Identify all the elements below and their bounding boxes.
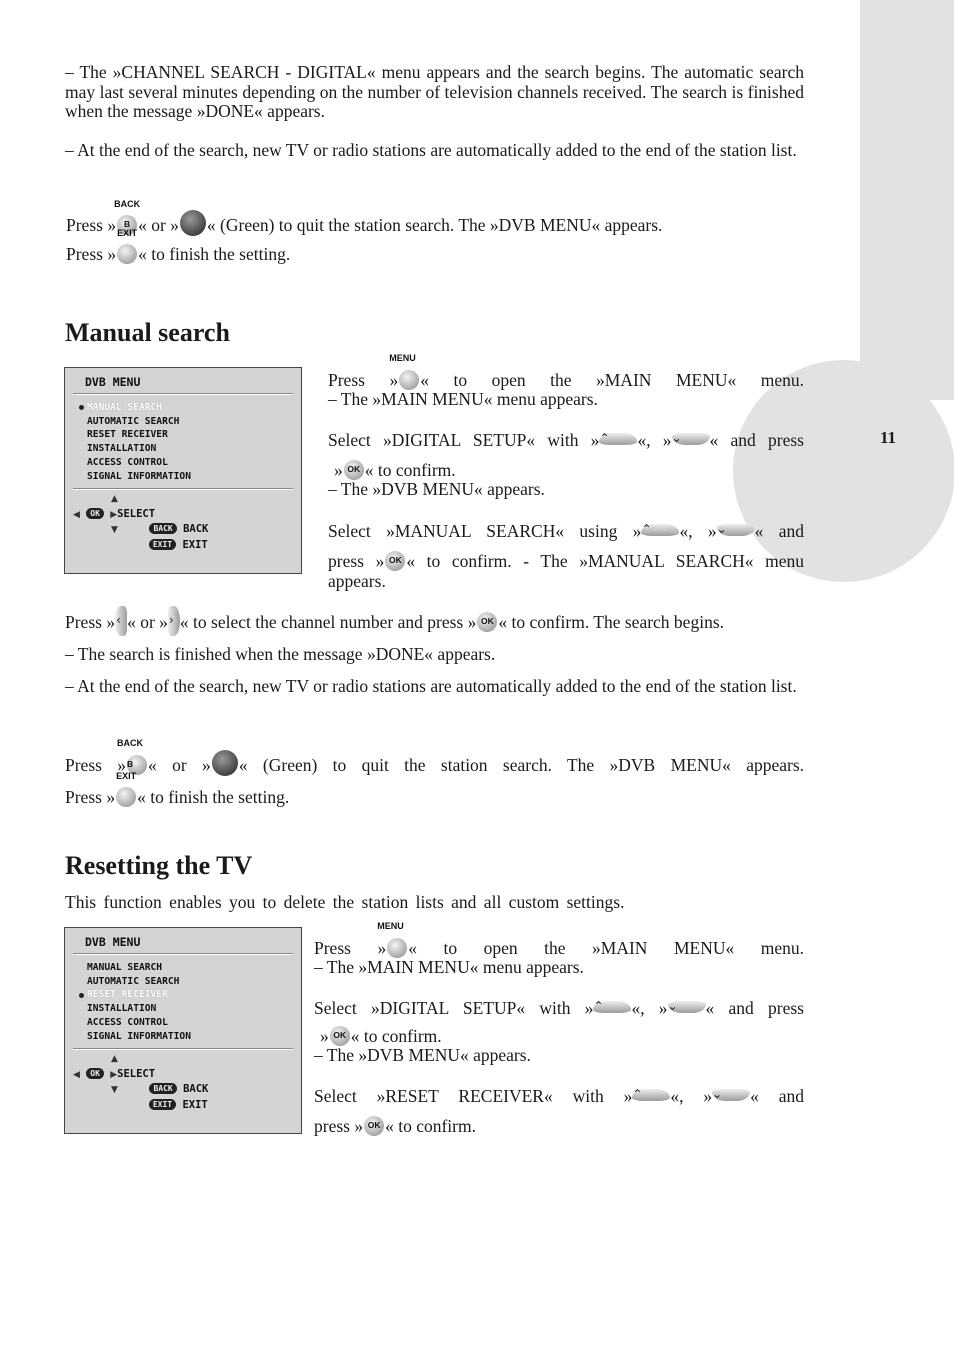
back-pill: BACK [149,523,176,534]
osd-item: RESET RECEIVER [87,989,168,1001]
intro-paragraph-1: – The »CHANNEL SEARCH - DIGITAL« menu appears and the search begins. The automatic search may last several minutes depending on the number of television channels received. The search is finished when the message »DONE« appears. [65,62,804,121]
right-triangle-icon: ▶ [110,509,118,520]
osd-item: AUTOMATIC SEARCH [87,415,180,427]
reset-step-3: Select »RESET RECEIVER« with » ⌃ «, » ⌄ « and [314,1086,804,1106]
left-triangle-icon: ◀ [73,509,80,520]
manual-finish-line: Press » EXIT « to finish the setting. [65,771,290,807]
left-button-icon: ‹ [115,606,127,636]
page-number: 11 [880,428,897,447]
side-tab [860,0,954,400]
intro-finish-line: Press » EXIT « to finish the setting. [66,228,291,264]
manual-step-1: Press » MENU « to open the »MAIN MENU« menu. [328,353,805,390]
down-triangle-icon: ▼ [110,525,118,535]
ok-button-icon: OK [330,1026,350,1046]
ok-button-icon: OK [477,612,497,632]
menu-button-icon: MENU [399,370,419,390]
manual-step-4-result: – The search is finished when the message »DONE« appears. [65,644,496,664]
down-button-icon: ⌄ [672,433,710,445]
green-button-icon [180,210,206,236]
down-triangle-icon: ▼ [110,1085,118,1095]
up-triangle-icon: ▲ [110,494,118,504]
manual-end-paragraph: – At the end of the search, new TV or radio stations are automatically added to the end of the station list. [65,676,797,696]
intro-quit-line: Press » BACK B « or » « (Green) to quit the station search. The »DVB MENU« appears. [66,199,663,235]
selection-dot [79,993,84,998]
ok-button-icon: OK [364,1116,384,1136]
up-button-icon: ⌃ [593,1001,631,1013]
exit-pill: EXIT [149,539,176,550]
manual-step-3: Select »MANUAL SEARCH« using » ⌃ «, » ⌄ « and [328,521,804,541]
manual-step-2-result: – The »DVB MENU« appears. [328,479,545,499]
reset-step-2: Select »DIGITAL SETUP« with » ⌃ «, » ⌄ « and press [314,998,804,1018]
back-button-icon: BACK B [127,755,147,775]
down-button-icon: ⌄ [668,1001,706,1013]
osd-item: MANUAL SEARCH [87,962,163,973]
manual-search-heading: Manual search [65,318,230,347]
selection-dot [79,405,84,410]
ok-pill: OK [86,1068,104,1079]
osd-item: INSTALLATION [87,1003,157,1015]
osd-title: DVB MENU [85,935,141,949]
intro-paragraph-2: – At the end of the search, new TV or radio stations are automatically added to the end of the station list. [65,140,797,160]
osd-dvb-menu-manual [64,367,302,574]
reset-step-2-result: – The »DVB MENU« appears. [314,1045,531,1065]
down-button-icon: ⌄ [712,1089,750,1101]
right-triangle-icon: ▶ [110,1069,118,1080]
osd-item: SIGNAL INFORMATION [87,1030,191,1042]
manual-step-2: Select »DIGITAL SETUP« with » ⌃ «, » ⌄ « and press [328,430,804,450]
osd-legend: ▲ ◀ OK ▶SELECT ▼ BACK BACK EXIT EXIT [73,1054,209,1111]
osd-title: DVB MENU [85,375,141,389]
osd-item: MANUAL SEARCH [87,402,163,413]
right-button-icon: › [168,606,180,636]
reset-step-2-confirm: » OK « to confirm. [320,1026,442,1046]
reset-step-1: Press » MENU « to open the »MAIN MENU« menu. [314,921,805,958]
menu-button-icon: MENU [387,938,407,958]
osd-item: ACCESS CONTROL [87,456,168,468]
up-button-icon: ⌃ [641,524,679,536]
ok-button-icon: OK [385,551,405,571]
osd-dvb-menu-reset [64,927,302,1134]
osd-item: INSTALLATION [87,443,157,455]
osd-item: SIGNAL INFORMATION [87,470,191,482]
resetting-intro: This function enables you to delete the station lists and all custom settings. [65,892,625,912]
up-button-icon: ⌃ [632,1089,670,1101]
up-triangle-icon: ▲ [110,1054,118,1064]
manual-step-1-result: – The »MAIN MENU« menu appears. [328,389,598,409]
ok-pill: OK [86,508,104,519]
reset-step-1-result: – The »MAIN MENU« menu appears. [314,957,584,977]
manual-step-2-confirm: » OK « to confirm. [334,460,456,480]
manual-step-4: Press » ‹ « or » › « to select the channel number and press » OK « to confirm. The search begins. [65,606,804,636]
back-pill: BACK [149,1083,176,1094]
green-button-icon [212,750,238,776]
osd-item: ACCESS CONTROL [87,1016,168,1028]
ok-button-icon: OK [344,460,364,480]
exit-button-icon: EXIT [116,787,136,807]
manual-step-3-confirm: press » OK « to confirm. - The »MANUAL SEARCH« menu appears. [328,551,804,591]
manual-quit-line: Press » BACK B « or » « (Green) to quit the station search. The »DVB MENU« appears. [65,738,805,775]
up-button-icon: ⌃ [599,433,637,445]
osd-item: AUTOMATIC SEARCH [87,975,180,987]
osd-legend: ▲ ◀ OK ▶SELECT ▼ BACK BACK EXIT EXIT [73,494,209,551]
osd-item: RESET RECEIVER [87,429,168,441]
left-triangle-icon: ◀ [73,1069,80,1080]
exit-button-icon: EXIT [117,244,137,264]
exit-pill: EXIT [149,1099,176,1110]
back-button-icon: BACK B [117,215,137,235]
reset-step-3-confirm: press » OK « to confirm. [314,1116,476,1136]
resetting-heading: Resetting the TV [65,851,253,880]
down-button-icon: ⌄ [717,524,755,536]
